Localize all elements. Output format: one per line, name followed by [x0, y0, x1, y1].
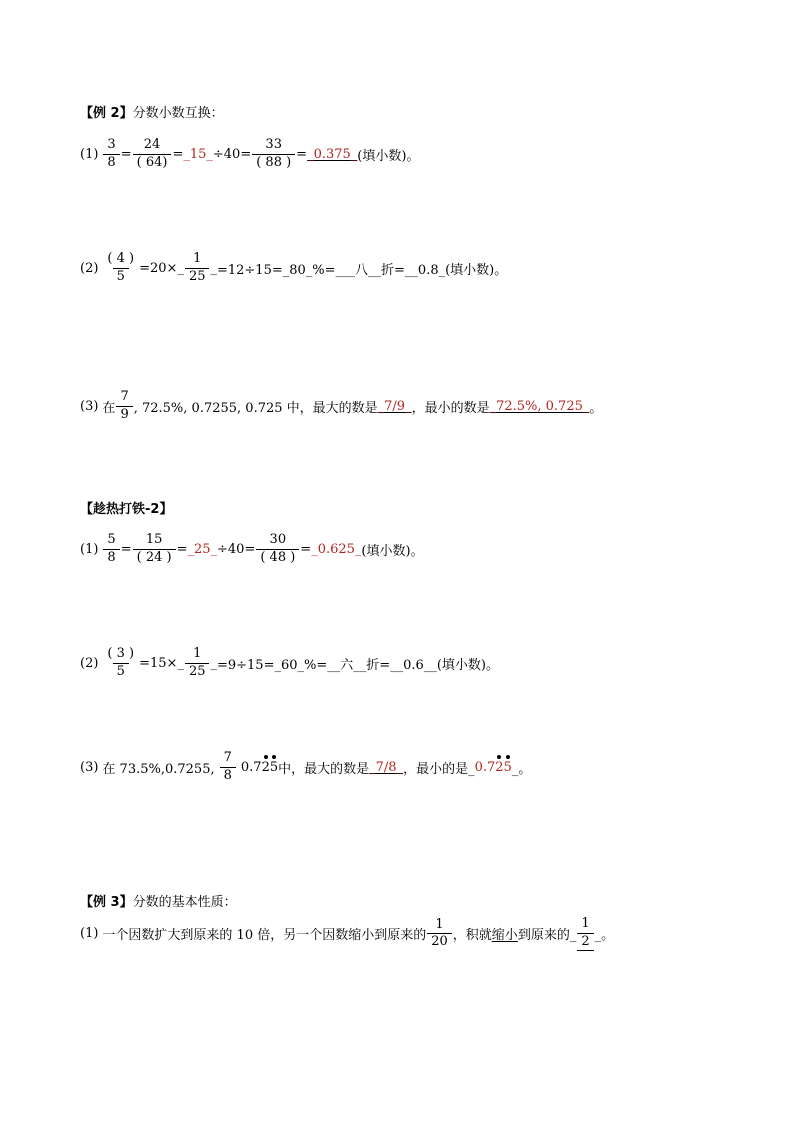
repeat-dot-digit: 5: [503, 759, 512, 775]
fraction-33-88: $\frac{33}{( 88 )}$: [252, 138, 295, 171]
answer-blank: _0.375_: [307, 146, 358, 162]
question-number: (1): [80, 146, 99, 162]
repeating-decimal-answer: 0.725: [474, 759, 512, 775]
example-3-label: 【例 3】: [80, 895, 133, 910]
example-2-heading: [80, 102, 224, 121]
drill-2-heading: [80, 498, 172, 517]
drill-2-label: 【趁热打铁-2】: [80, 502, 173, 517]
question-number: (3): [80, 398, 99, 414]
drill-2-question-2: (2) $\frac{( 3 )}{5}$ =15× _ $\frac{1}{25}$ _ =9÷15=_60_%=__六__折=__0.6__(填小数)。: [80, 646, 499, 679]
fraction-15-24: $\frac{15}{( 24 )}$: [133, 533, 176, 566]
question-number: (1): [80, 926, 99, 942]
answer-blank: _7/8_: [369, 759, 404, 775]
fraction-5-8: $\frac{5}{8}$: [103, 533, 119, 566]
example-2-label: 【例 2】: [80, 106, 133, 121]
answer-blank: _15_: [183, 146, 213, 162]
example-3-heading: [80, 891, 237, 910]
answer-blank: _7/9_: [377, 398, 412, 414]
example-2-question-3: (3) 在 $\frac{7}{9}$ , 72.5%, 0.7255, 0.725 中，最大的数是 _7/9_ ，最小的数是 _72.5%, 0.725_ 。: [80, 389, 603, 422]
example-2-question-2: (2) $\frac{( 4 )}{5}$ =20× _ $\frac{1}{25}$ _ =12÷15=_80_%=___八__折=__0.8_(填小数)。: [80, 251, 508, 284]
answer-blank: _25_: [187, 541, 218, 557]
example-3-question-1: (1) 一个因数扩大到原来的 10 倍，另一个因数缩小到原来的 $\frac{1}{20}$ ，积就 缩小 到原来的_ $\frac{1}{2}$ _。: [80, 916, 615, 950]
drill-2-question-1: (1) $\frac{5}{8}$ = $\frac{15}{( 24 )}$ = _25_ ÷40= $\frac{30}{( 48 )}$ = _0.625_ (填小数)。: [80, 532, 424, 565]
fraction-24-64: $\frac{24}{( 64)}$: [133, 138, 172, 171]
fraction-7-8: $\frac{7}{8}$: [220, 751, 236, 784]
question-number: (1): [80, 541, 99, 557]
fraction-1-25: $\frac{1}{25}$: [185, 252, 210, 285]
fraction-1-25: $\frac{1}{25}$: [185, 647, 210, 680]
repeat-dot-digit: 5: [269, 759, 279, 775]
fraction-4-5: $\frac{( 4 )}{5}$: [107, 251, 135, 284]
drill-2-question-3: (3) 在 73.5%,0.7255, $\frac{7}{8}$ 0.725 中，最大的数是 _7/8_ ，最小的是_ 0.725 _。: [80, 750, 532, 783]
example-3-topic: 分数的基本性质：: [132, 895, 237, 910]
example-2-topic: 分数小数互换：: [132, 106, 224, 121]
example-2-question-1: (1) $\frac{3}{8}$ = $\frac{24}{( 64)}$ = _15_ ÷40= $\frac{33}{( 88 )}$ = _0.375_ (填小数)。: [80, 137, 420, 170]
fraction-7-9: $\frac{7}{9}$: [116, 390, 132, 423]
fraction-3-5: $\frac{( 3 )}{5}$: [107, 646, 135, 679]
fraction-30-48: $\frac{30}{( 48 )}$: [256, 533, 299, 566]
fraction-1-20: $\frac{1}{20}$: [427, 918, 452, 951]
fraction-3-8: $\frac{3}{8}$: [103, 138, 119, 171]
question-number: (3): [80, 759, 99, 775]
repeat-dot-digit: 2: [261, 759, 270, 775]
question-number: (2): [80, 260, 99, 276]
question-number: (2): [80, 655, 99, 671]
answer-blank: _72.5%, 0.725_: [489, 398, 590, 414]
fraction-1-2: $\frac{1}{2}$: [577, 917, 593, 951]
repeat-dot-digit: 2: [495, 759, 504, 775]
answer-blank: 缩小: [491, 928, 518, 944]
repeating-decimal: 0.725: [240, 759, 279, 775]
answer-blank: _0.625_: [311, 541, 362, 557]
